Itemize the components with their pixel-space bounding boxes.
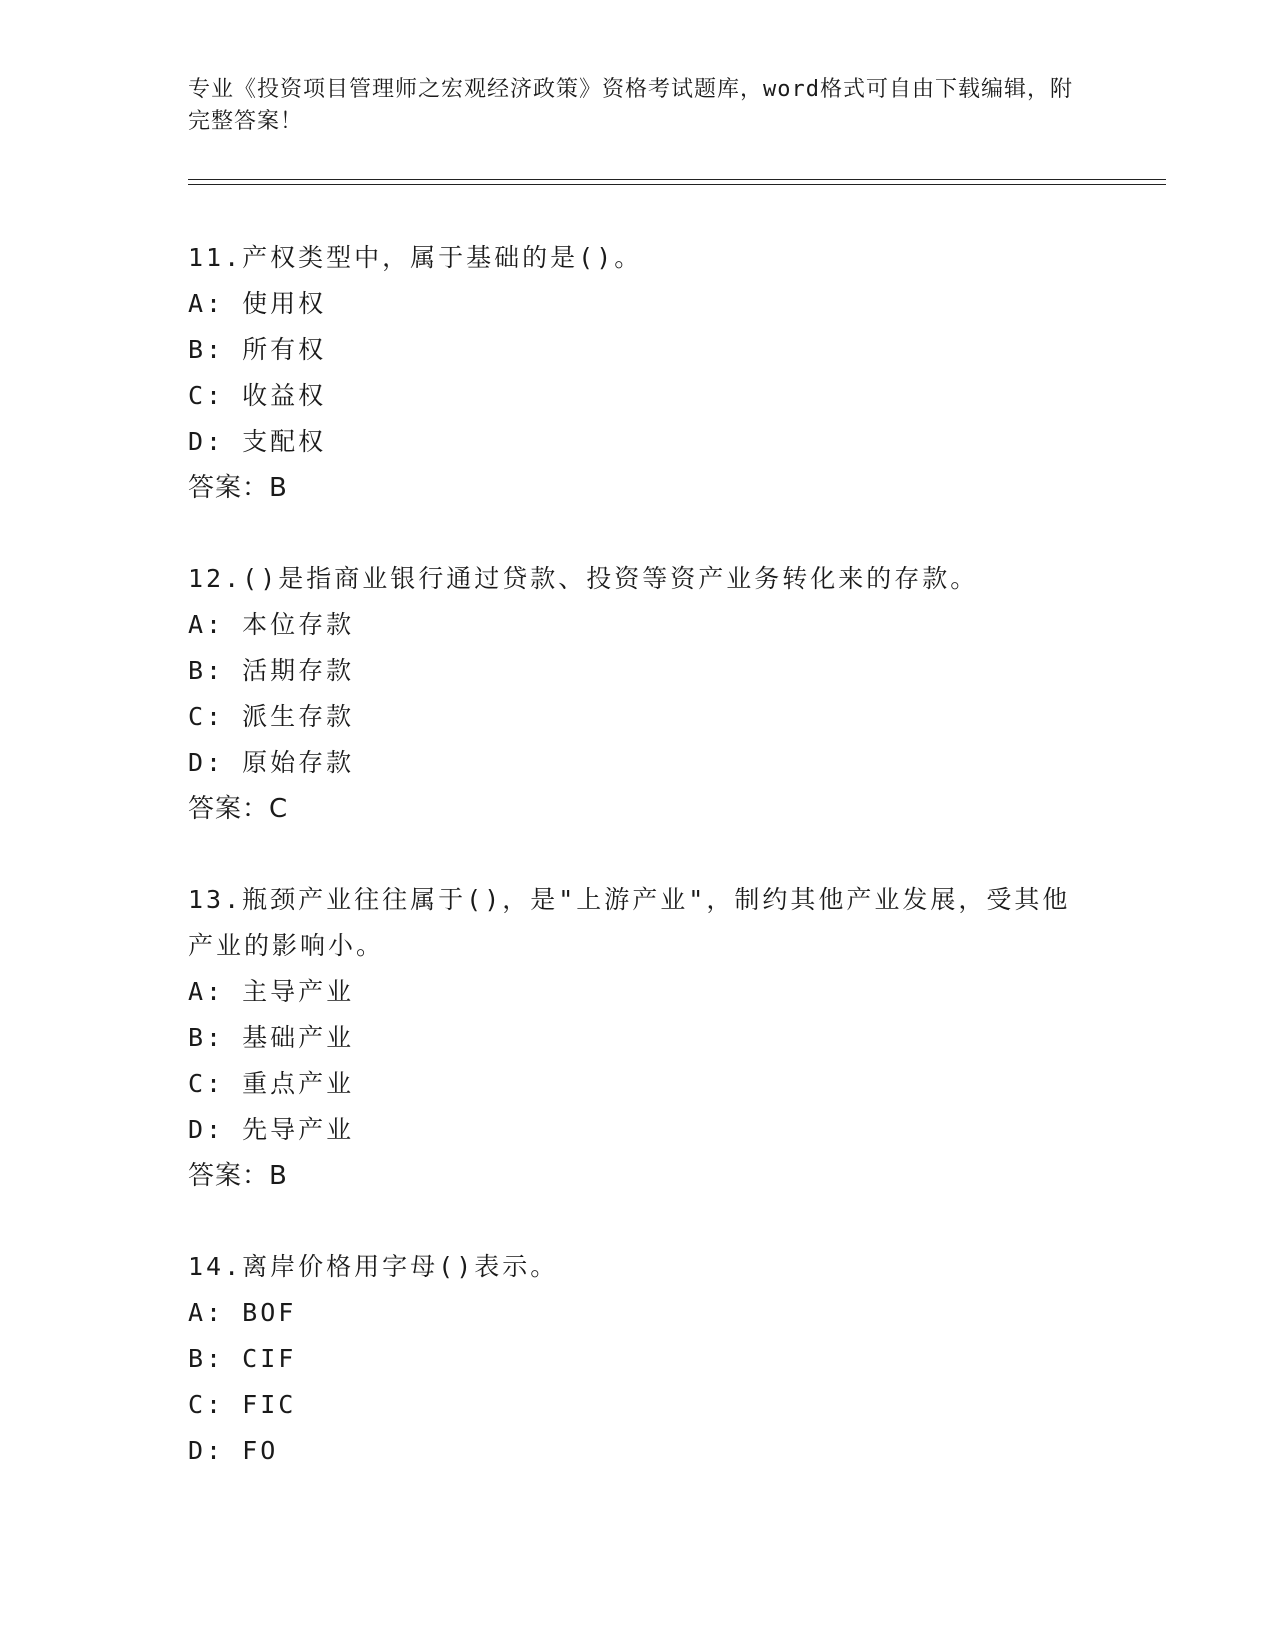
option-b: B: 基础产业 (188, 1023, 355, 1052)
option-a: A: 本位存款 (188, 610, 355, 639)
option-a: A: 主导产业 (188, 977, 355, 1006)
option-d: D: 支配权 (188, 427, 327, 456)
answer-line: 答案：B (188, 1161, 288, 1191)
option-b: B: CIF (188, 1344, 297, 1373)
option-b: B: 活期存款 (188, 656, 355, 685)
question-13 (188, 877, 1088, 1199)
option-c: C: 重点产业 (188, 1069, 355, 1098)
option-d: D: 原始存款 (188, 748, 355, 777)
question-stem: 12.()是指商业银行通过贷款、投资等资产业务转化来的存款。 (188, 564, 979, 593)
option-d: D: 先导产业 (188, 1115, 355, 1144)
option-d: D: FO (188, 1436, 279, 1465)
question-11 (188, 235, 1088, 511)
header-divider-bottom (188, 184, 1166, 185)
option-a: A: BOF (188, 1298, 297, 1327)
question-stem: 13.瓶颈产业往往属于()，是"上游产业"，制约其他产业发展，受其他产业的影响小。 (188, 885, 1071, 960)
question-12 (188, 556, 1088, 832)
question-stem: 14.离岸价格用字母()表示。 (188, 1252, 559, 1281)
question-stem: 11.产权类型中，属于基础的是()。 (188, 243, 643, 272)
option-c: C: 派生存款 (188, 702, 355, 731)
option-a: A: 使用权 (188, 289, 327, 318)
question-14 (188, 1244, 1088, 1474)
document-header-description: 专业《投资项目管理师之宏观经济政策》资格考试题库，word格式可自由下载编辑，附完整答案！ (188, 77, 1073, 134)
option-b: B: 所有权 (188, 335, 327, 364)
option-c: C: FIC (188, 1390, 297, 1419)
answer-line: 答案：B (188, 473, 288, 503)
answer-line: 答案：C (188, 794, 289, 824)
header-divider-top (188, 179, 1166, 180)
option-c: C: 收益权 (188, 381, 327, 410)
